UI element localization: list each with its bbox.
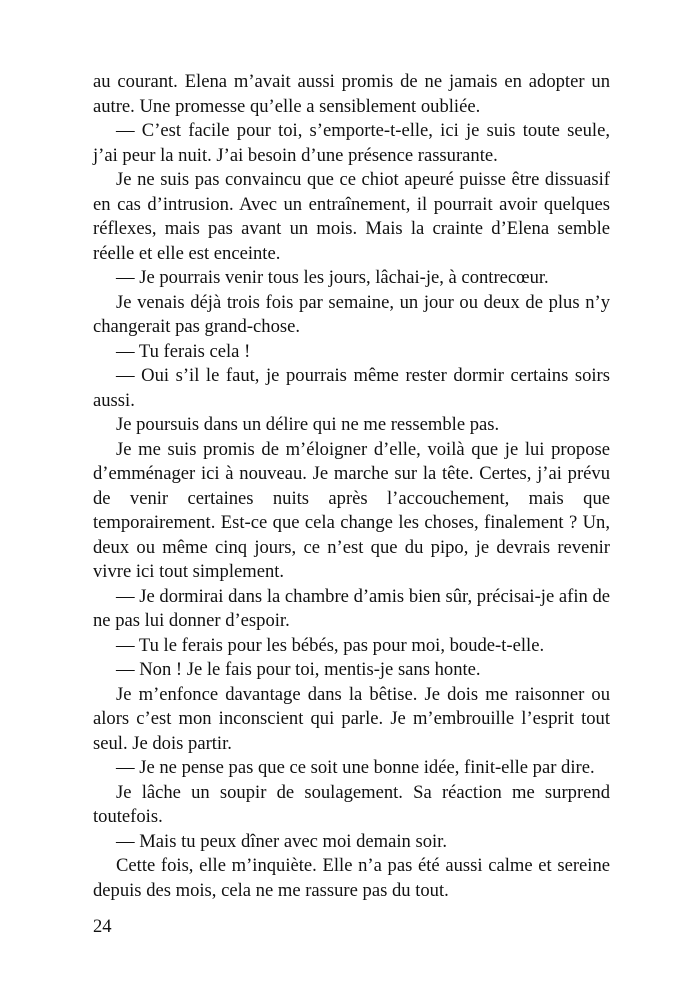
paragraph: — Je pourrais venir tous les jours, lâchai-je, à contrecœur. bbox=[116, 267, 549, 288]
paragraph: — Mais tu peux dîner avec moi demain soir. bbox=[116, 830, 448, 852]
page-number: 24 bbox=[93, 916, 112, 937]
paragraph: — Tu ferais cela ! bbox=[116, 340, 251, 362]
paragraph: Je me suis promis de m’éloigner d’elle, voilà que je lui propose d’emménager ici à nouveau. Je marche sur la tête. Certes, j’ai prévu de venir certaines nuits après l’accouchement, mais que temporairement. Est-ce que cela change les choses, finalement ? Un, deux ou même cinq jours, ce n’est que du pipo, je devrais revenir vivre ici tout simplement. bbox=[93, 438, 610, 582]
paragraph: — C’est facile pour toi, s’emporte-t-elle, ici je suis toute seule, j’ai peur la nuit. J’ai besoin d’une présence rassurante. bbox=[93, 120, 610, 166]
paragraph: — Je ne pense pas que ce soit une bonne idée, finit-elle par dire. bbox=[116, 757, 595, 778]
paragraph: Je ne suis pas convaincu que ce chiot apeuré puisse être dissuasif en cas d’intrusion. Avec un entraînement, il pourrait avoir quelques réflexes, mais pas avant un mois. Mais la crainte d’Elena semble réelle et elle est enceinte. bbox=[93, 169, 610, 264]
paragraph: — Oui s’il le faut, je pourrais même rester dormir certains soirs aussi. bbox=[93, 365, 610, 411]
paragraph: — Tu le ferais pour les bébés, pas pour moi, boude-t-elle. bbox=[116, 634, 545, 656]
paragraph: Cette fois, elle m’inquiète. Elle n’a pas été aussi calme et sereine depuis des mois, cela ne me rassure pas du tout. bbox=[93, 855, 610, 901]
paragraph: Je m’enfonce davantage dans la bêtise. Je dois me raisonner ou alors c’est mon inconscient qui parle. Je m’embrouille l’esprit tout seul. Je dois partir. bbox=[93, 683, 610, 754]
paragraph: Je poursuis dans un délire qui ne me ressemble pas. bbox=[116, 414, 500, 435]
paragraph: — Je dormirai dans la chambre d’amis bien sûr, précisai-je afin de ne pas lui donner d’espoir. bbox=[93, 585, 610, 631]
paragraph: au courant. Elena m’avait aussi promis de ne jamais en adopter un autre. Une promesse qu’elle a sensiblement oubliée. bbox=[93, 71, 610, 117]
paragraph: Je venais déjà trois fois par semaine, un jour ou deux de plus n’y changerait pas grand-chose. bbox=[93, 291, 610, 337]
paragraph: — Non ! Je le fais pour toi, mentis-je sans honte. bbox=[116, 659, 481, 680]
paragraph: Je lâche un soupir de soulagement. Sa réaction me surprend toutefois. bbox=[93, 781, 610, 827]
page-body bbox=[93, 70, 610, 903]
